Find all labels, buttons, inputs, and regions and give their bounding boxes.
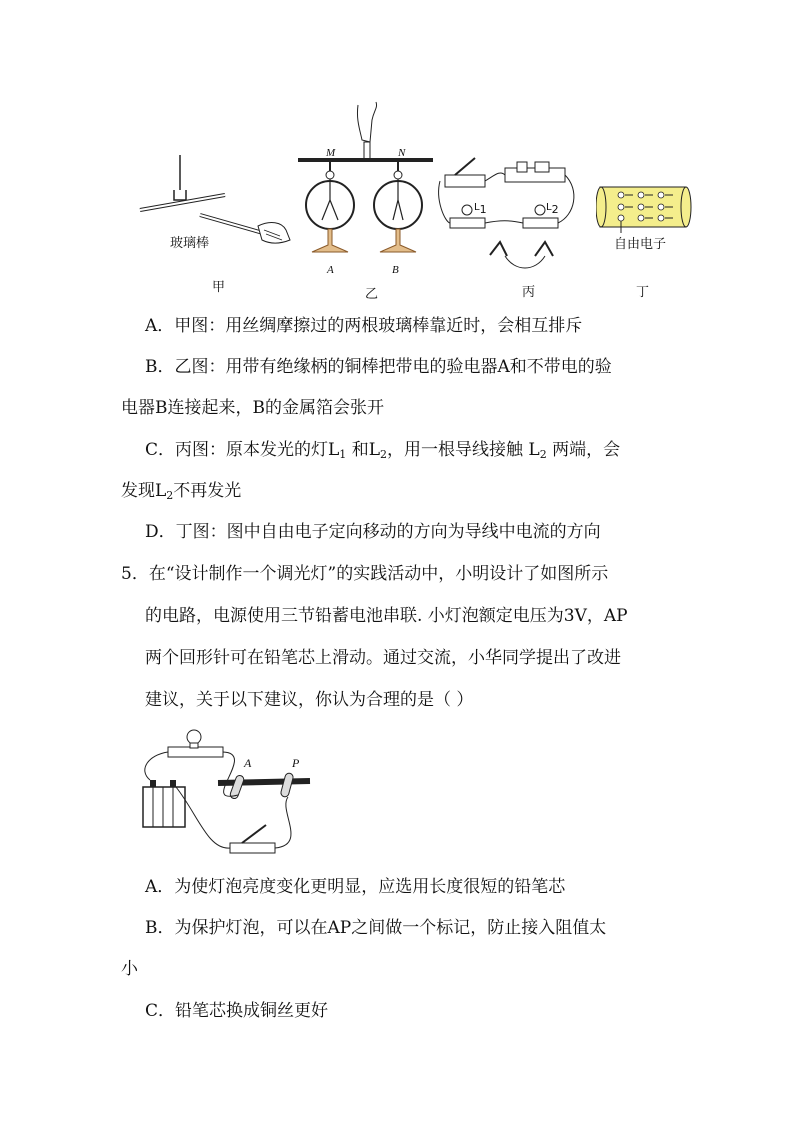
caption-jia: 甲 [212,280,226,295]
figure-yi [298,100,438,280]
q5-option-b-line2: 小 [121,959,138,979]
rod-label: 玻璃棒 [170,236,210,251]
figure-ding [596,183,696,233]
label-l2: $L_2$ [546,202,559,216]
figure-q5-circuit [138,725,318,865]
label-m: M [326,147,336,159]
caption-ding: 丁 [636,285,650,300]
label-l1: $L_1$ [474,202,487,216]
figure-bing [435,150,585,275]
q4-option-c-line1: C．丙图：原本发光的灯$L_1$ 和$L_2$，用一根导线接触 $L_2$ 两端，会 [145,440,621,461]
q5-option-a: A．为使灯泡亮度变化更明显，应选用长度很短的铅笔芯 [145,877,566,897]
q5-option-b-line1: B．为保护灯泡，可以在AP之间做一个标记，防止接入阻值太 [145,918,607,938]
q4-option-c-line2: 发现$L_2$不再发光 [121,481,242,502]
label-a: A [327,264,334,276]
q4-option-d: D．丁图：图中自由电子定向移动的方向为导线中电流的方向 [145,522,601,542]
q5-stem-line2: 的电路，电源使用三节铅蓄电池串联. 小灯泡额定电压为3V，AP [145,606,628,626]
caption-yi: 乙 [365,287,379,302]
q4-option-a: A．甲图：用丝绸摩擦过的两根玻璃棒靠近时，会相互排斥 [145,316,583,336]
q5-stem-line3: 两个回形针可在铅笔芯上滑动。通过交流，小华同学提出了改进 [145,648,621,668]
q5-label-a: A [244,756,252,770]
q5-option-c: C．铅笔芯换成铜丝更好 [145,1001,329,1021]
q5-stem-line4: 建议，关于以下建议，你认为合理的是（ ） [145,690,474,710]
label-n: N [398,147,406,159]
q5-label-p: P [292,756,300,770]
q5-stem-line1: 5．在“设计制作一个调光灯”的实践活动中，小明设计了如图所示 [121,564,609,584]
figure-jia [130,150,300,290]
q4-option-b-line2: 电器B连接起来，B的金属箔会张开 [121,398,384,418]
caption-bing: 丙 [522,285,536,300]
q4-option-b-line1: B．乙图：用带有绝缘柄的铜棒把带电的验电器A和不带电的验 [145,357,612,377]
electron-label: 自由电子 [614,237,667,252]
label-b: B [392,264,399,276]
